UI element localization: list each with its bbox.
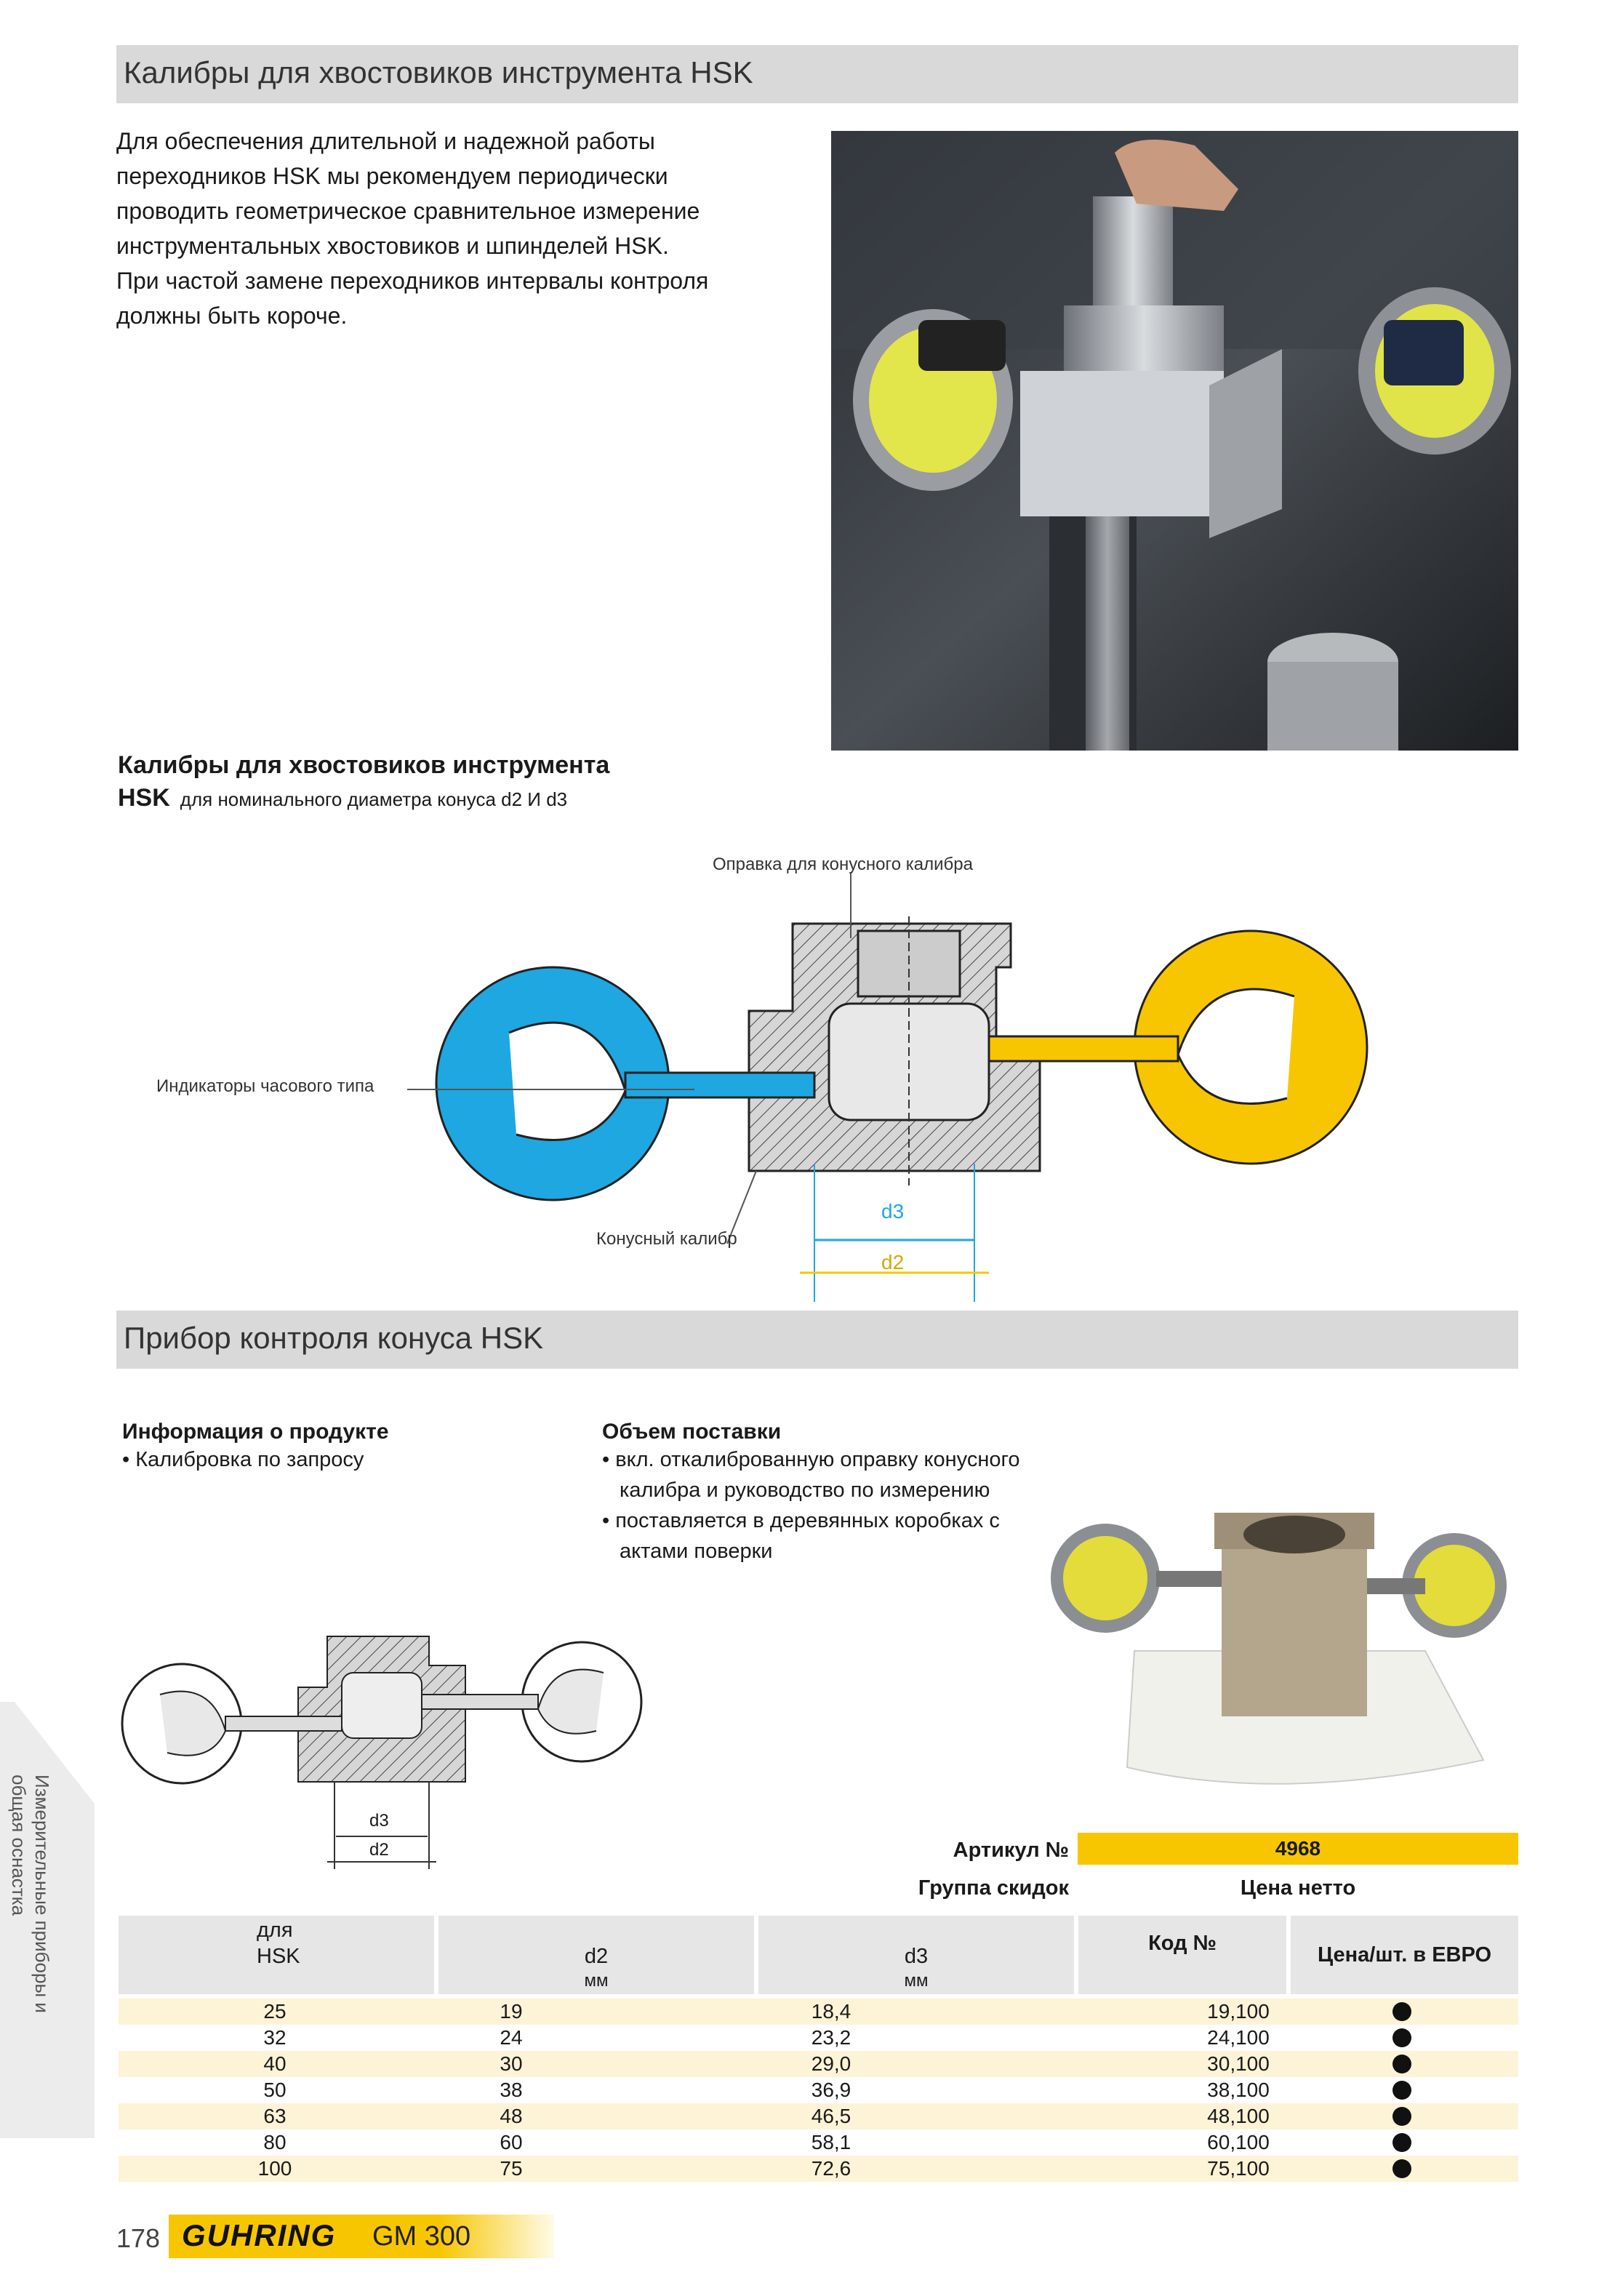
label-indicators: Индикаторы часового типа <box>156 1076 374 1096</box>
device-photo <box>1047 1484 1512 1804</box>
gauge-diagram <box>407 851 1382 1316</box>
intro-text: Для обеспечения длительной и надежной работы переходников HSK мы рекомендуем периодически проводить геометрическое сравнительное измерение инструментальных хвостовиков и шпинделей HSK. При частой замене переходников интервалы контроля должны быть короче. <box>116 128 709 329</box>
dim-d3: d3 <box>881 1200 905 1223</box>
price-dot <box>1392 2133 1411 2152</box>
price-dot <box>1392 2055 1411 2073</box>
price-dot <box>1392 2081 1411 2100</box>
label-mandrel: Оправка для конусного калибра <box>713 855 973 874</box>
label-cone: Конусный калибр <box>596 1229 737 1249</box>
sidebar-label: Измерительные приборы и общая оснастка <box>8 1775 53 2013</box>
scope-heading: Объем поставки <box>602 1420 782 1444</box>
scope-item: • вкл. откалиброванную оправку конусного калибра и руководство по измерению <box>602 1448 1020 1502</box>
small-dim-d2: d2 <box>369 1840 389 1860</box>
net-price-label: Цена нетто <box>1240 1876 1356 1900</box>
section-title: Калибры для хвостовиков инструмента HSK <box>124 55 753 89</box>
col-header-d3: d3 мм <box>758 1916 1074 1994</box>
section-title-2: Прибор контроля конуса HSK <box>124 1321 544 1355</box>
dim-d2: d2 <box>881 1251 905 1273</box>
col-header-price: Цена/шт. в ЕВРО <box>1291 1916 1518 1994</box>
scope-item: • поставляется в деревянных коробках с актами поверки <box>602 1509 1000 1563</box>
catalog-name: GM 300 <box>372 2221 471 2252</box>
delivery-scope <box>602 1420 1038 1567</box>
col-header-d2: d2 мм <box>438 1916 754 1994</box>
table-row: 40 30 29,0 30,100 <box>119 2051 1518 2077</box>
table-row: 63 48 46,5 48,100 <box>119 2103 1518 2129</box>
product-photo <box>831 131 1518 751</box>
product-info <box>122 1420 573 1475</box>
gauge-title-2: HSK для номинального диаметра конуса d2 И d3 <box>118 784 568 812</box>
small-diagram <box>109 1615 662 1905</box>
info-heading: Информация о продукте <box>122 1420 389 1444</box>
col-header-code: Код № <box>1078 1916 1286 1994</box>
price-dot <box>1392 2002 1411 2021</box>
brand-logo: GUHRING <box>182 2218 337 2252</box>
price-dot <box>1392 2028 1411 2047</box>
table-row: 32 24 23,2 24,100 <box>119 2025 1518 2051</box>
price-dot <box>1392 2159 1411 2178</box>
col-header-hsk: для HSK <box>119 1916 434 1994</box>
price-dot <box>1392 2107 1411 2126</box>
gauge-title: Калибры для хвостовиков инструмента <box>118 751 610 779</box>
discount-label: Группа скидок <box>918 1876 1069 1900</box>
page-number: 178 <box>116 2223 161 2253</box>
table-row: 100 75 72,6 75,100 <box>119 2156 1518 2182</box>
section-header <box>116 45 1518 103</box>
article-value: 4968 <box>1078 1833 1518 1865</box>
info-item: • Калибровка по запросу <box>122 1448 364 1471</box>
table-row: 50 38 36,9 38,100 <box>119 2077 1518 2103</box>
table-row: 25 19 18,4 19,100 <box>119 1999 1518 2025</box>
table-row: 80 60 58,1 60,100 <box>119 2129 1518 2156</box>
section-header-2 <box>116 1311 1518 1369</box>
article-label: Артикул № <box>953 1839 1069 1862</box>
small-dim-d3: d3 <box>369 1811 389 1831</box>
